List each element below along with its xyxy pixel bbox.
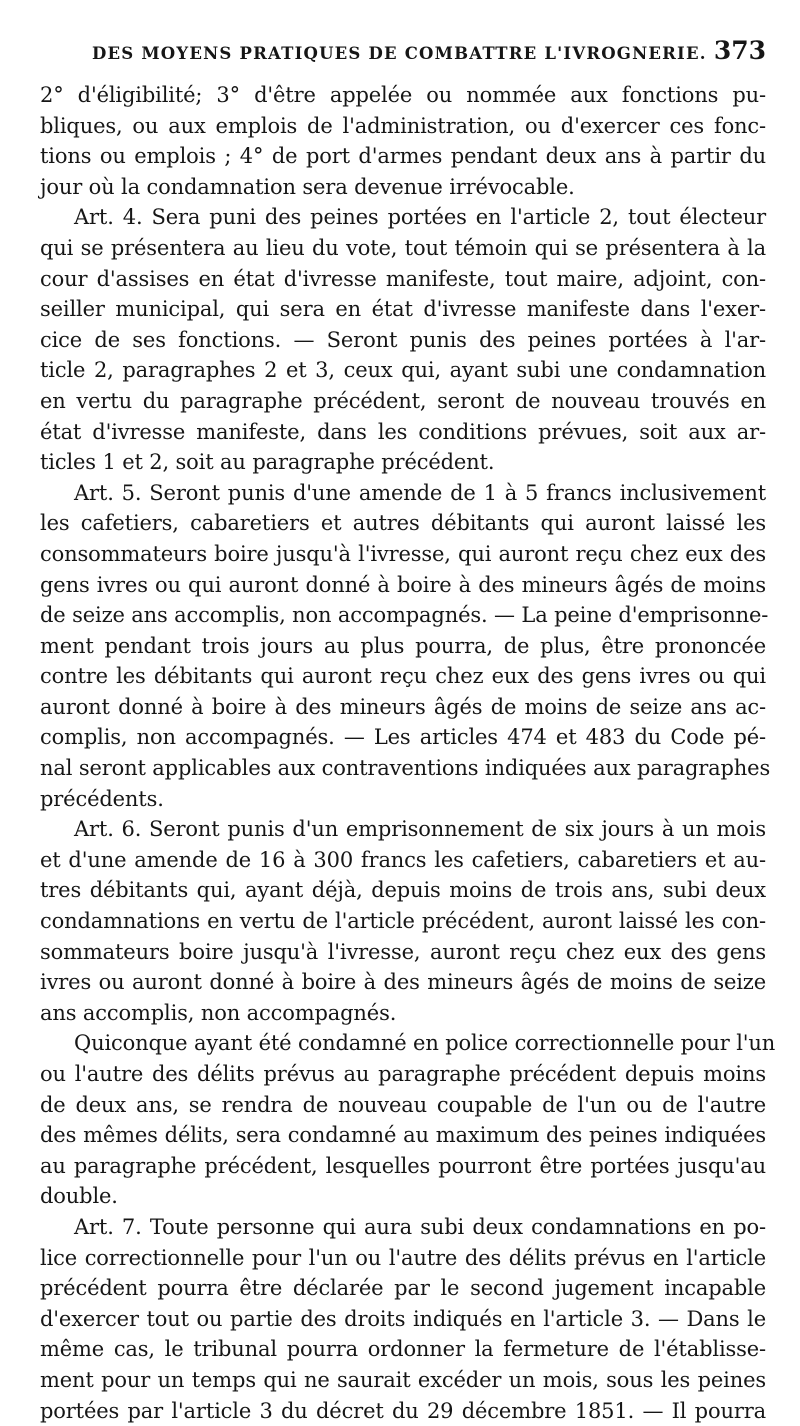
page-header bbox=[40, 36, 766, 78]
text-line: jour où la condamnation sera devenue irrévocable. bbox=[40, 174, 575, 199]
text-line: Art. 5. Seront punis d'une amende de 1 à 5 francs inclusivement bbox=[74, 480, 766, 505]
text-line: lice correctionnelle pour l'un ou l'autre des délits prévus en l'article bbox=[40, 1245, 766, 1270]
text-line: auront donné à boire à des mineurs âgés de moins de seize ans ac- bbox=[40, 694, 766, 719]
text-line: Art. 7. Toute personne qui aura subi deux condamnations en po- bbox=[74, 1214, 766, 1239]
text-line: qui se présentera au lieu du vote, tout témoin qui se présentera à la bbox=[40, 235, 766, 260]
text-line: bliques, ou aux emplois de l'administration, ou d'exercer ces fonc- bbox=[40, 113, 766, 138]
text-line: au paragraphe précédent, lesquelles pourront être portées jusqu'au bbox=[40, 1153, 766, 1178]
text-line: ticle 2, paragraphes 2 et 3, ceux qui, ayant subi une condamnation bbox=[40, 358, 766, 383]
text-line: tres débitants qui, ayant déjà, depuis moins de trois ans, subi deux bbox=[40, 878, 766, 903]
text-line: ou l'autre des délits prévus au paragraphe précédent depuis moins bbox=[40, 1062, 766, 1086]
text-line: précédents. bbox=[40, 786, 164, 811]
text-line: complis, non accompagnés. — Les articles 474 et 483 du Code pé- bbox=[40, 725, 766, 750]
page-number: 373 bbox=[713, 36, 766, 65]
page-body bbox=[40, 80, 776, 1426]
text-line: des mêmes délits, sera condamné au maximum des peines indiquées bbox=[40, 1123, 766, 1148]
text-line: 2° d'éligibilité; 3° d'être appelée ou nommée aux fonctions pu- bbox=[40, 83, 766, 107]
text-line: même cas, le tribunal pourra ordonner la fermeture de l'établisse- bbox=[40, 1337, 766, 1362]
text-line: tions ou emplois ; 4° de port d'armes pendant deux ans à partir du bbox=[40, 144, 766, 169]
text-line: état d'ivresse manifeste, dans les conditions prévues, soit aux ar- bbox=[40, 419, 766, 444]
text-line: ment pour un temps qui ne saurait excéder un mois, sous les peines bbox=[40, 1367, 766, 1392]
text-line: en vertu du paragraphe précédent, seront de nouveau trouvés en bbox=[40, 388, 766, 413]
text-line: Art. 4. Sera puni des peines portées en l'article 2, tout électeur bbox=[74, 205, 766, 230]
text-line: et d'une amende de 16 à 300 francs les cafetiers, cabaretiers et au- bbox=[40, 847, 766, 872]
text-line: nal seront applicables aux contraventions indiquées aux paragraphes bbox=[40, 756, 771, 781]
text-line: précédent pourra être déclarée par le second jugement incapable bbox=[40, 1276, 766, 1301]
text-line: contre les débitants qui auront reçu chez eux des gens ivres ou qui bbox=[40, 664, 766, 689]
text-line: sommateurs boire jusqu'à l'ivresse, auront reçu chez eux des gens bbox=[40, 939, 766, 964]
text-line: de seize ans accomplis, non accompagnés. — La peine d'emprisonne- bbox=[40, 603, 769, 628]
text-line: Art. 6. Seront punis d'un emprisonnement de six jours à un mois bbox=[74, 817, 766, 842]
text-line: seiller municipal, qui sera en état d'ivresse manifeste dans l'exer- bbox=[40, 297, 766, 322]
text-line: cour d'assises en état d'ivresse manifeste, tout maire, adjoint, con- bbox=[40, 266, 766, 291]
text-line: consommateurs boire jusqu'à l'ivresse, qui auront reçu chez eux des bbox=[40, 541, 766, 566]
text-line: d'exercer tout ou partie des droits indiqués en l'article 3. — Dans le bbox=[40, 1306, 766, 1331]
text-line: condamnations en vertu de l'article précédent, auront laissé les con- bbox=[40, 909, 766, 934]
running-title: DES MOYENS PRATIQUES DE COMBATTRE L'IVROGNERIE. bbox=[92, 44, 707, 63]
text-line: ticles 1 et 2, soit au paragraphe précédent. bbox=[40, 450, 495, 475]
text-line: ans accomplis, non accompagnés. bbox=[40, 1000, 397, 1025]
text-line: gens ivres ou qui auront donné à boire à des mineurs âgés de moins bbox=[40, 572, 766, 597]
text-line: double. bbox=[40, 1184, 118, 1209]
text-line: portées par l'article 3 du décret du 29 décembre 1851. — Il pourra bbox=[40, 1398, 766, 1423]
text-line: Quiconque ayant été condamné en police correctionnelle pour l'un bbox=[74, 1031, 776, 1056]
text-line: cice de ses fonctions. — Seront punis des peines portées à l'ar- bbox=[40, 327, 766, 352]
text-line: de deux ans, se rendra de nouveau coupable de l'un ou de l'autre bbox=[40, 1092, 766, 1117]
text-line: les cafetiers, cabaretiers et autres débitants qui auront laissé les bbox=[40, 511, 766, 536]
text-line: ivres ou auront donné à boire à des mineurs âgés de moins de seize bbox=[40, 970, 766, 995]
text-line: ment pendant trois jours au plus pourra, de plus, être prononcée bbox=[40, 633, 766, 658]
